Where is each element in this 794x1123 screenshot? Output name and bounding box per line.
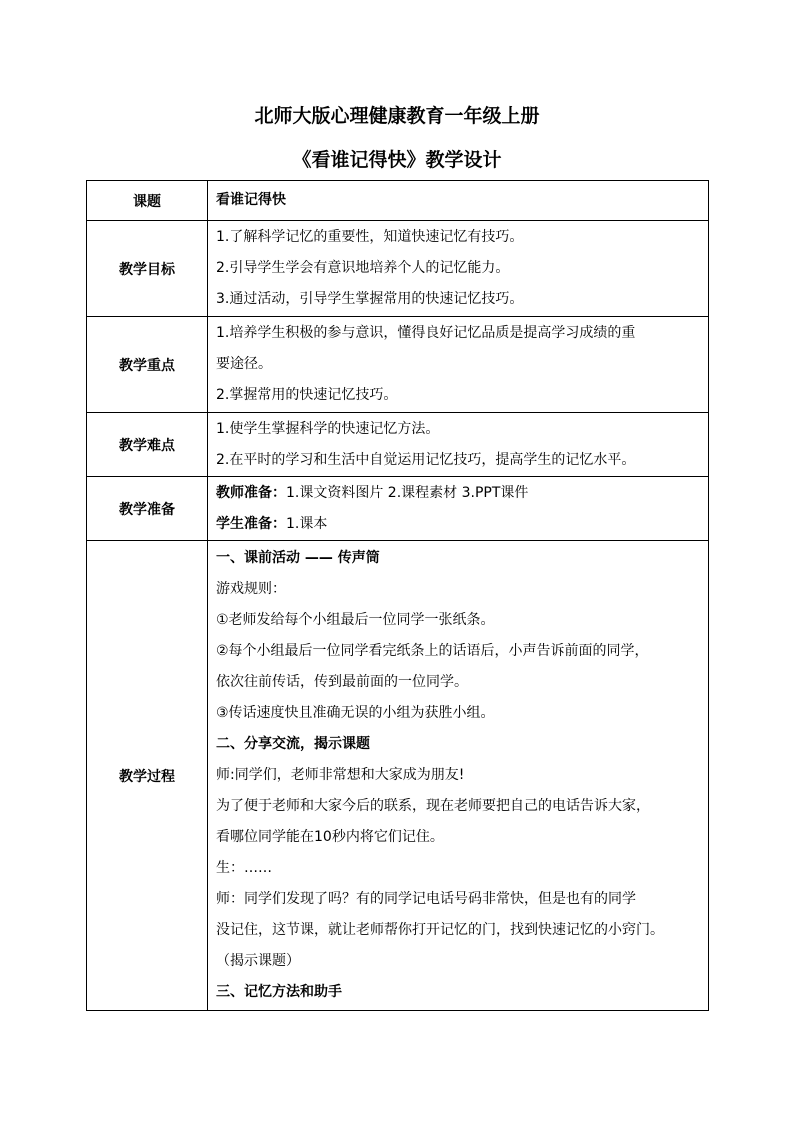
row-key-points	[87, 317, 709, 413]
difficulty-item: 2.在平时的学习和生活中自觉运用记忆技巧，提高学生的记忆水平。	[216, 451, 636, 468]
topic-text: 看谁记得快	[216, 192, 286, 208]
row-topic	[87, 181, 709, 221]
rules-label: 游戏规则：	[216, 581, 286, 597]
student-preparation-text: 1.课本	[286, 515, 328, 532]
content-preparation	[208, 477, 709, 541]
teacher-preparation	[216, 478, 700, 509]
content-process	[208, 541, 709, 1011]
reveal-note: （揭示课题）	[216, 953, 300, 969]
goal-item: 1.了解科学记忆的重要性，知道快速记忆有技巧。	[216, 229, 524, 245]
content-goals	[208, 221, 709, 317]
student-preparation-label: 学生准备：	[216, 515, 286, 532]
rule-item: ②每个小组最后一位同学看完纸条上的话语后，小声告诉前面的同学，	[216, 643, 649, 659]
dialogue-line: 师:同学们，老师非常想和大家成为朋友!	[216, 767, 465, 783]
dialogue-line: 师：同学们发现了吗？有的同学记电话号码非常快，但是也有的同学	[216, 891, 636, 907]
document-title: 北师大版心理健康教育一年级上册	[254, 105, 540, 127]
student-preparation	[216, 509, 700, 540]
label-goals: 教学目标	[87, 221, 208, 317]
section-heading: 一、课前活动 —— 传声筒	[216, 550, 380, 566]
row-difficulties	[87, 413, 709, 477]
key-point-item: 1.培养学生积极的参与意识，懂得良好记忆品质是提高学习成绩的重	[216, 325, 636, 341]
section-heading: 二、分享交流，揭示课题	[216, 736, 370, 752]
label-topic: 课题	[87, 181, 208, 221]
label-key-points: 教学重点	[87, 317, 208, 413]
goal-item: 2.引导学生学会有意识地培养个人的记忆能力。	[216, 260, 510, 276]
row-goals	[87, 221, 709, 317]
rule-item: ③传话速度快且准确无误的小组为获胜小组。	[216, 705, 495, 721]
goal-item: 3.通过活动，引导学生掌握常用的快速记忆技巧。	[216, 291, 524, 307]
row-preparation	[87, 477, 709, 541]
document-subtitle: 《看谁记得快》教学设计	[292, 149, 502, 171]
dialogue-line: 看哪位同学能在10秒内将它们记住。	[216, 829, 444, 845]
lesson-plan-table	[86, 180, 709, 1011]
key-point-item: 要途径。	[216, 356, 272, 372]
dialogue-line: 没记住，这节课，就让老师帮你打开记忆的门，找到快速记忆的小窍门。	[216, 922, 664, 938]
row-process	[87, 541, 709, 1011]
content-difficulties	[208, 413, 709, 477]
section-heading: 三、记忆方法和助手	[216, 984, 342, 1000]
label-preparation: 教学准备	[87, 477, 208, 541]
dialogue-line: 生：……	[216, 860, 272, 876]
content-topic	[208, 181, 709, 221]
label-difficulties: 教学难点	[87, 413, 208, 477]
content-key-points	[208, 317, 709, 413]
rule-item-continued: 依次往前传话，传到最前面的一位同学。	[216, 674, 468, 690]
key-point-item: 2.掌握常用的快速记忆技巧。	[216, 387, 398, 403]
teacher-preparation-text: 1.课文资料图片 2.课程素材 3.PPT课件	[286, 484, 529, 501]
dialogue-line: 为了便于老师和大家今后的联系，现在老师要把自己的电话告诉大家，	[216, 798, 650, 814]
teacher-preparation-label: 教师准备：	[216, 484, 286, 501]
label-process: 教学过程	[87, 541, 208, 1011]
rule-item: ①老师发给每个小组最后一位同学一张纸条。	[216, 612, 495, 628]
difficulty-item: 1.使学生掌握科学的快速记忆方法。	[216, 420, 440, 437]
